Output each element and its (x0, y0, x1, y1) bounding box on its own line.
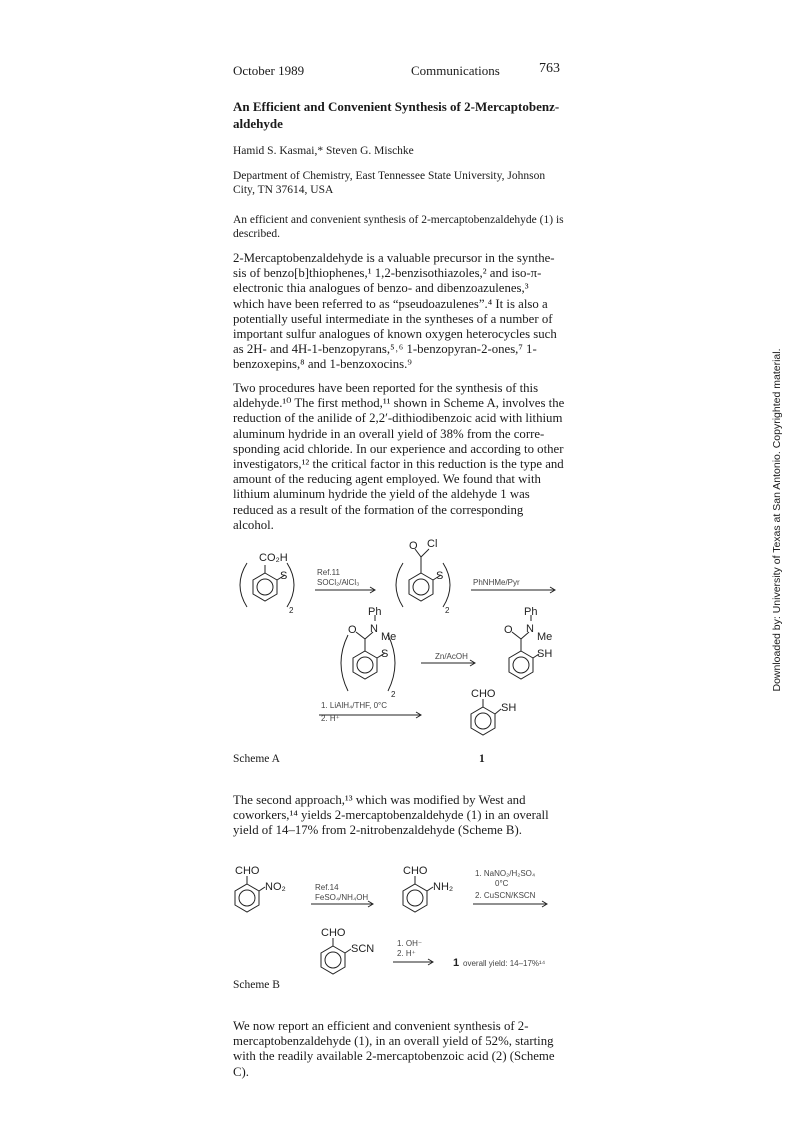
text-line: reduction of the anilide of 2,2′-dithiodibenzoic acid with lithium (233, 411, 563, 426)
label-o: O (409, 540, 418, 552)
label-o: O (504, 624, 513, 636)
text-line: potentially useful intermediate in the syntheses of a number of (233, 311, 553, 326)
text-line: aluminum hydride in an overall yield of 38% from the corre- (233, 426, 545, 441)
label-ref: Ref.11 (317, 568, 340, 577)
paragraph-our-report (233, 1019, 573, 1080)
text-line: electronic thia analogues of benzo- and dibenzoazulenes,³ (233, 281, 529, 296)
text-line: important sulfur analogues of known oxygen heterocycles such (233, 327, 557, 342)
label-s: S (381, 648, 389, 660)
label-ph: Ph (368, 606, 382, 618)
label-n: N (370, 623, 378, 635)
label-n: N (526, 623, 534, 635)
title-line: An Efficient and Convenient Synthesis of 2-Mercaptobenz- (233, 99, 560, 114)
text-line: which have been referred to as “pseudoazulenes”.⁴ It is also a (233, 296, 548, 311)
label-reagent: PhNHMe/Pyr (473, 578, 520, 587)
title-line: aldehyde (233, 116, 283, 131)
label-reagent: 2. CuSCN/KSCN (475, 891, 536, 900)
compound-number: 1 (479, 753, 485, 765)
page-number: 763 (539, 61, 560, 76)
label-reagent: Zn/AcOH (435, 652, 468, 661)
text-line: C). (233, 1064, 249, 1079)
label-reagent: 2. H⁺ (321, 714, 340, 723)
text-line: as 2H- and 4H-1-benzopyrans,⁵˒⁶ 1-benzopyran-2-ones,⁷ 1- (233, 342, 537, 357)
text-line: lithium aluminum hydride the yield of the aldehyde 1 was (233, 487, 530, 502)
label-cho: CHO (321, 927, 346, 939)
label-yield-compound: 1 (453, 957, 460, 969)
text-line: reduced as a result of the formation of the corresponding (233, 502, 524, 517)
label-2: 2 (391, 690, 396, 699)
scheme-b-label: Scheme B (233, 979, 280, 991)
text-line: amount of the reducing agent employed. We found that with (233, 472, 541, 487)
label-reagent: 1. NaNO₂/H₂SO₄ (475, 869, 536, 878)
text-line: We now report an efficient and convenient synthesis of 2- (233, 1019, 529, 1033)
label-reagent: 2. H⁺ (397, 949, 416, 958)
text-line: The second approach,¹³ which was modified by West and (233, 793, 526, 807)
abstract-line: described. (233, 228, 280, 240)
text-line: aldehyde.¹⁰ The first method,¹¹ shown in Scheme A, involves the (233, 396, 565, 411)
watermark-text: Downloaded by: University of Texas at San Antonio. Copyrighted material. (771, 348, 783, 692)
affiliation-line: Department of Chemistry, East Tennessee State University, Johnson (233, 170, 546, 182)
text-line: benzoxepins,⁸ and 1-benzoxocins.⁹ (233, 357, 412, 372)
label-me: Me (381, 631, 397, 643)
label-reagent: FeSO₄/NH₄OH (315, 893, 369, 902)
label-sh: SH (537, 648, 553, 660)
label-sh: SH (501, 702, 517, 714)
label-scn: SCN (351, 943, 375, 955)
scheme-a-diagram (225, 535, 585, 750)
header-date: October 1989 (233, 63, 305, 78)
text-line: investigators,¹² the critical factor in this reduction is the type and (233, 457, 564, 472)
label-s: S (436, 570, 444, 582)
scheme-a-label: Scheme A (233, 753, 280, 765)
text-line: 2-Mercaptobenzaldehyde is a valuable precursor in the synthe- (233, 251, 555, 265)
label-reagent: 1. OH⁻ (397, 939, 423, 948)
label-reagent: SOCl₂/AlCl₃ (317, 578, 360, 587)
label-reagent: 0°C (495, 879, 509, 888)
label-s: S (280, 570, 288, 582)
label-co2h: CO₂H (259, 552, 288, 564)
label-reagent: 1. LiAlH₄/THF, 0°C (321, 701, 388, 710)
text-line: mercaptobenzaldehyde (1), in an overall yield of 52%, starting (233, 1034, 554, 1049)
header-section: Communications (411, 63, 500, 78)
label-ph: Ph (524, 606, 538, 618)
label-2: 2 (445, 606, 450, 615)
affiliation (233, 169, 573, 197)
label-2: 2 (289, 606, 294, 615)
article-title (233, 98, 573, 132)
text-line: Two procedures have been reported for the synthesis of this (233, 381, 539, 395)
download-watermark (769, 320, 785, 720)
text-line: yield of 14–17% from 2-nitrobenzaldehyde (Scheme B). (233, 823, 522, 838)
paragraph-intro (233, 251, 573, 373)
text-line: with the readily available 2-mercaptobenzoic acid (2) (Scheme (233, 1049, 555, 1064)
bracket-right (287, 563, 294, 607)
paragraph-second-approach (233, 793, 573, 839)
abstract (233, 213, 573, 241)
label-cho: CHO (471, 688, 496, 700)
label-cho: CHO (403, 865, 428, 877)
scheme-b-diagram (225, 862, 585, 982)
authors: Hamid S. Kasmai,* Steven G. Mischke (233, 145, 414, 157)
text-line: sis of benzo[b]thiophenes,¹ 1,2-benzisothiazoles,² and iso-π- (233, 266, 542, 281)
label-cho: CHO (235, 865, 260, 877)
label-yield: overall yield: 14–17%¹⁴ (463, 959, 546, 968)
text-line: alcohol. (233, 517, 274, 532)
label-no2: NO₂ (265, 881, 286, 893)
affiliation-line: City, TN 37614, USA (233, 184, 334, 196)
label-ref: Ref.14 (315, 883, 339, 892)
label-o: O (348, 624, 357, 636)
label-me: Me (537, 631, 553, 643)
bracket-left (240, 563, 247, 607)
text-line: sponding acid chloride. In our experience and according to other (233, 441, 564, 456)
abstract-line: An efficient and convenient synthesis of 2-mercaptobenzaldehyde (1) is (233, 214, 564, 226)
label-cl: Cl (427, 538, 438, 550)
label-nh2: NH₂ (433, 881, 454, 893)
paragraph-methods (233, 381, 573, 533)
text-line: coworkers,¹⁴ yields 2-mercaptobenzaldehyde (1) in an overall (233, 808, 549, 823)
